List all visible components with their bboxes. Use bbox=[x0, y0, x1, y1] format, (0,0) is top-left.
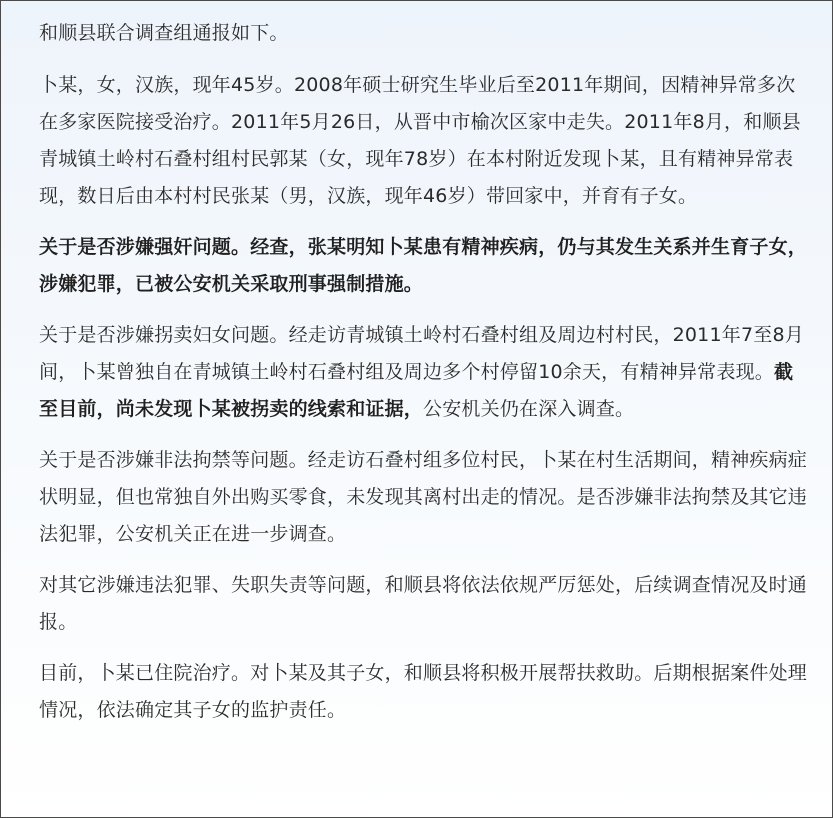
intro-paragraph: 和顺县联合调查组通报如下。 bbox=[39, 22, 289, 44]
accountability-paragraph: 对其它涉嫌违法犯罪、失职失责等问题，和顺县将依法依规严厉惩处，后续调查情况及时通报。 bbox=[39, 574, 808, 633]
article-body bbox=[39, 15, 807, 743]
rape-investigation-paragraph: 关于是否涉嫌强奸问题。经查，张某明知卜某患有精神疾病，仍与其发生关系并生育子女，涉嫌犯罪，已被公安机关采取刑事强制措施。 bbox=[39, 236, 808, 295]
current-status-paragraph: 目前，卜某已住院治疗。对卜某及其子女，和顺县将积极开展帮扶救助。后期根据案件处理情况，依法确定其子女的监护责任。 bbox=[39, 662, 808, 721]
trafficking-finding-bold: 截至目前，尚未发现卜某被拐卖的线索和证据， bbox=[39, 361, 794, 420]
trafficking-investigation-paragraph bbox=[39, 317, 807, 428]
background-paragraph: 卜某，女，汉族，现年45岁。2008年硕士研究生毕业后至2011年期间，因精神异常多次在多家医院接受治疗。2011年5月26日，从晋中市榆次区家中走失。2011年8月，和顺县青城镇土岭村石叠村组村民郭某（女，现年78岁）在本村附近发现卜某，且有精神异常表现，数日后由本村村民张某（男，汉族，现年46岁）带回家中，并育有子女。 bbox=[39, 74, 801, 207]
detention-investigation-paragraph: 关于是否涉嫌非法拘禁等问题。经走访石叠村组多位村民，卜某在村生活期间，精神疾病症状明显，但也常独自外出购买零食，未发现其离村出走的情况。是否涉嫌非法拘禁及其它违法犯罪，公安机关正在进一步调查。 bbox=[39, 449, 808, 545]
trafficking-text: 关于是否涉嫌拐卖妇女问题。经走访青城镇土岭村石叠村组及周边村村民，2011年7至8月间，卜某曾独自在青城镇土岭村石叠村组及周边多个村停留10余天，有精神异常表现。 bbox=[39, 324, 804, 383]
trafficking-followup: 公安机关仍在深入调查。 bbox=[423, 398, 635, 420]
